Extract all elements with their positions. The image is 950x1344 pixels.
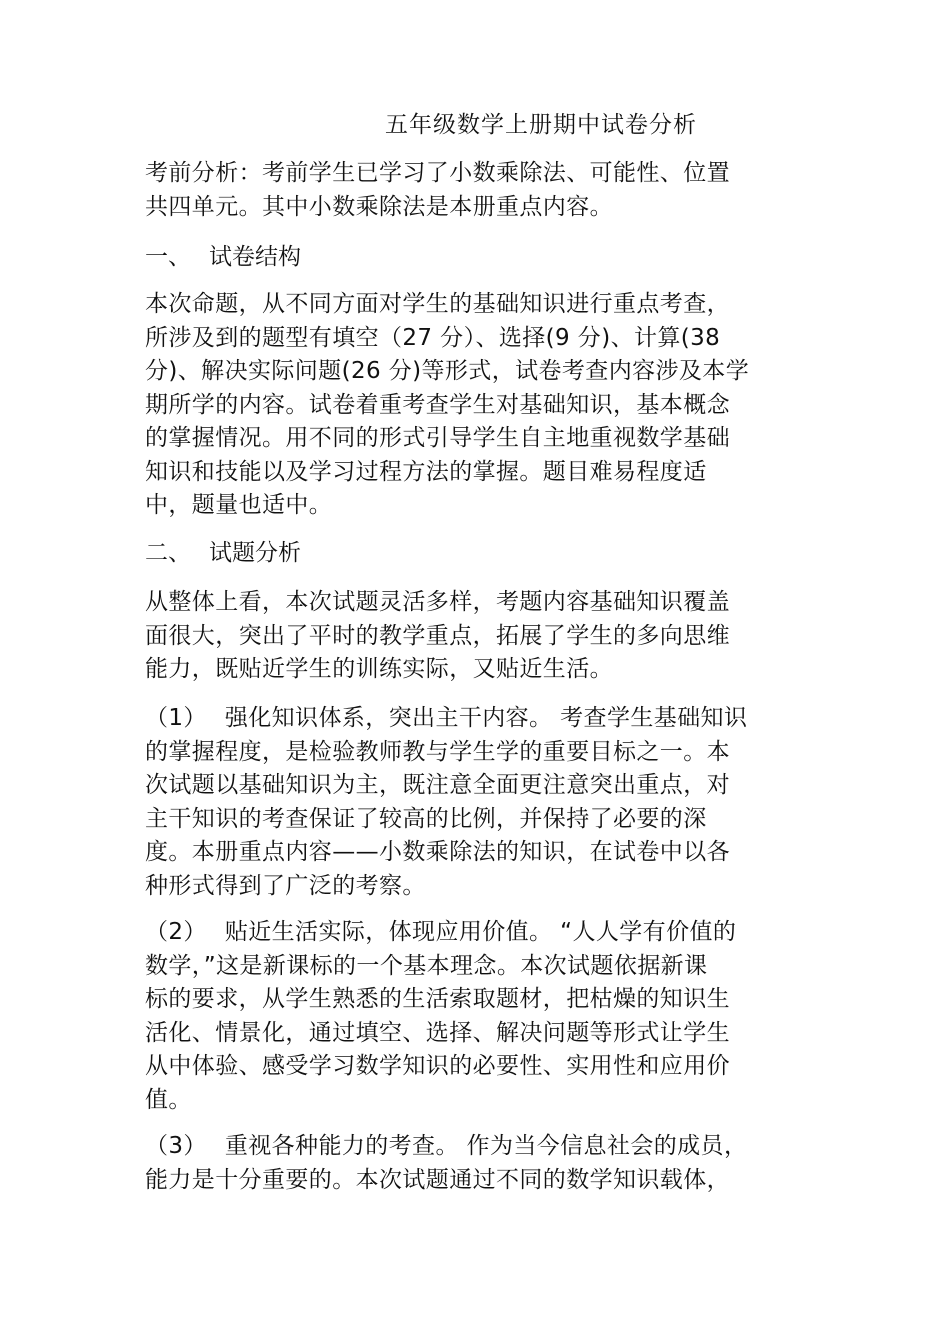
paragraph-line: 中，题量也适中。 xyxy=(145,492,333,518)
paragraph-line: 种形式得到了广泛的考察。 xyxy=(145,872,426,899)
section-heading-structure xyxy=(145,240,301,274)
paragraph-line: 次试题以基础知识为主，既注意全面更注意突出重点，对 xyxy=(145,772,730,798)
paragraph-line: 从整体上看，本次试题灵活多样，考题内容基础知识覆盖 xyxy=(145,589,730,615)
section-number: 二、 xyxy=(145,540,191,566)
paragraph-line: 期所学的内容。试卷着重考查学生对基础知识，基本概念 xyxy=(145,391,730,418)
paragraph-line: 主干知识的考查保证了较高的比例，并保持了必要的深 xyxy=(145,805,707,832)
pre-analysis-paragraph xyxy=(145,157,810,224)
item-number: （2） xyxy=(145,919,207,945)
paragraph-line: 的掌握程度，是检验教师教与学生学的重要目标之一。本 xyxy=(145,738,730,765)
paragraph-line: 值。 xyxy=(145,1086,192,1113)
item-heading: 贴近生活实际，体现应用价值。 “人人学有价值的 xyxy=(224,919,737,945)
paragraph-line xyxy=(145,916,810,950)
paragraph-line: 度。本册重点内容——小数乘除法的知识，在试卷中以各 xyxy=(145,839,730,865)
paragraph-line: 活化、情景化，通过填空、选择、解决问题等形式让学生 xyxy=(145,1019,730,1046)
paragraph-line: 的掌握情况。用不同的形式引导学生自主地重视数学基础 xyxy=(145,425,730,451)
paragraph-line: 能力，既贴近学生的训练实际，又贴近生活。 xyxy=(145,656,613,682)
paragraph-line: 标的要求，从学生熟悉的生活索取题材，把枯燥的知识生 xyxy=(145,986,730,1012)
paragraph-line: 本次命题，从不同方面对学生的基础知识进行重点考查， xyxy=(145,291,730,317)
item-heading: 重视各种能力的考查。 作为当今信息社会的成员， xyxy=(224,1133,748,1159)
document-title: 五年级数学上册期中试卷分析 xyxy=(385,112,697,138)
paragraph-line xyxy=(145,702,810,736)
paragraph-line: 能力是十分重要的。本次试题通过不同的数学知识载体， xyxy=(145,1166,730,1193)
paragraph-line: 共四单元。其中小数乘除法是本册重点内容。 xyxy=(145,193,613,220)
item-3-paragraph xyxy=(145,1130,810,1197)
paragraph-line: 面很大，突出了平时的教学重点，拓展了学生的多向思维 xyxy=(145,622,730,649)
structure-paragraph xyxy=(145,288,810,523)
paragraph-line: 所涉及到的题型有填空（27 分）、选择(9 分)、计算(38 xyxy=(145,324,721,351)
item-1-paragraph xyxy=(145,702,810,903)
paragraph-line: 知识和技能以及学习过程方法的掌握。题目难易程度适 xyxy=(145,458,707,485)
section-number: 一、 xyxy=(145,244,191,270)
item-2-paragraph xyxy=(145,916,810,1117)
item-number: （1） xyxy=(145,705,207,731)
analysis-paragraph xyxy=(145,586,810,687)
paragraph-line xyxy=(145,1130,810,1164)
paragraph-line: 分)、解决实际问题(26 分)等形式，试卷考查内容涉及本学 xyxy=(145,358,750,384)
item-heading: 强化知识体系，突出主干内容。 考查学生基础知识 xyxy=(224,705,748,731)
section-label: 试卷结构 xyxy=(209,244,301,270)
section-label: 试题分析 xyxy=(209,540,301,566)
item-number: （3） xyxy=(145,1133,207,1159)
paragraph-line: 从中体验、感受学习数学知识的必要性、实用性和应用价 xyxy=(145,1053,730,1079)
paragraph-line: 数学，”这是新课标的一个基本理念。本次试题依据新课 xyxy=(145,952,708,979)
section-heading-analysis xyxy=(145,536,301,570)
paragraph-line: 考前分析：考前学生已学习了小数乘除法、可能性、位置 xyxy=(145,160,730,186)
